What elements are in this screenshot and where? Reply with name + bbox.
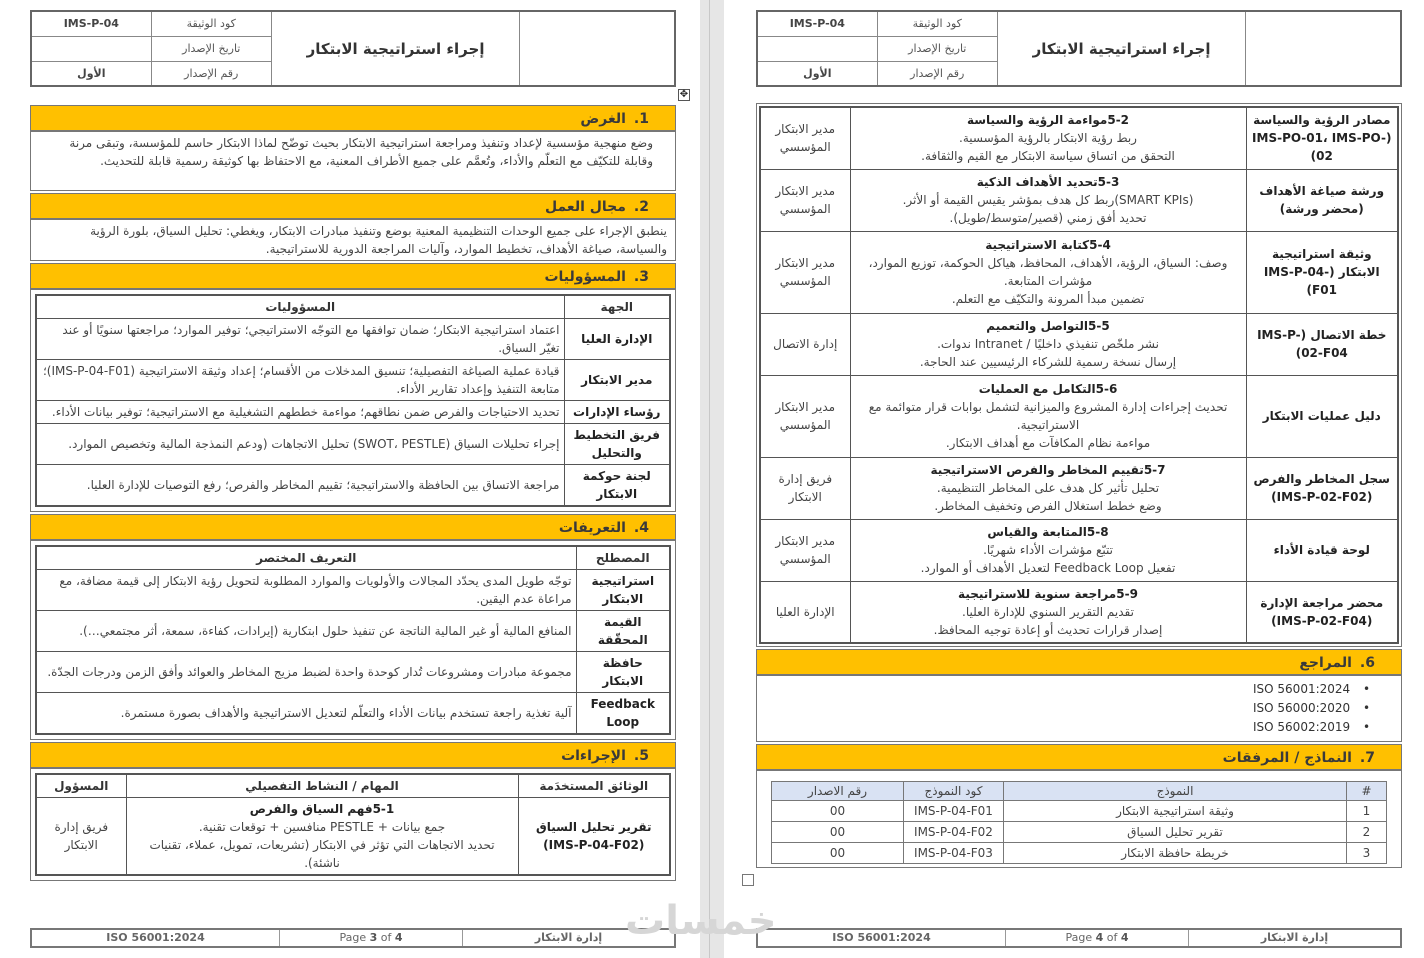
col-definition: التعريف المختصر <box>36 546 576 570</box>
table-row: وثيقة استراتيجية الابتكار (IMS-P-04-F01) 5-4كتابة الاستراتيجية وصف: السياق، الرؤية، الأهداف، المحافظ، هياكل الحوكمة، توزيع الموارد، مؤشرات المتابعة. تضمين مبدأ المرونة والتكيّف مع التعلم. مدير الابتكار المؤسسي <box>760 231 1398 313</box>
issue-date-label: تاريخ الإصدار <box>151 36 271 61</box>
table-row: 1 وثيقة استراتيجية الابتكار IMS-P-04-F01 00 <box>772 801 1387 822</box>
issue-no-value: الأول <box>31 61 151 86</box>
table-row: ورشة صياغة الأهداف (محضر ورشة) 5-3تحديد الأهداف الذكية (SMART KPIs)ربط كل هدف بمؤشر يقيس القيمة أو الأثر. تحديد أفق زمني (قصير/متوسط/طويل). مدير الابتكار المؤسسي <box>760 169 1398 231</box>
resize-handle-icon[interactable] <box>742 874 754 886</box>
logo-placeholder <box>520 11 675 86</box>
section-references-heading: 6.المراجع <box>756 649 1402 675</box>
page-footer: ISO 56001:2024 Page 3 of 4 إدارة الابتكار <box>30 928 676 948</box>
document-title: إجراء استراتيجية الابتكار <box>271 11 519 86</box>
table-move-handle-icon[interactable]: ✥ <box>679 89 689 100</box>
section-procedures-heading: 5.الإجراءات <box>30 742 676 768</box>
table-row: خطة الاتصال (IMS-P-02-F04) 5-5التواصل والتعميم نشر ملخّص تنفيذي داخليًا / Intranet ندوات. إرسال نسخة رسمية للشركاء الرئيسيين عند الحاجة. إدارة الاتصال <box>760 313 1398 375</box>
table-row: لجنة حوكمة الابتكار مراجعة الاتساق بين الحافظة والاستراتيجية؛ تقييم المخاطر والفرص؛ رفع التوصيات للإدارة العليا. <box>36 465 670 507</box>
responsibilities-box <box>30 289 676 512</box>
col-tasks: المهام / النشاط التفصيلي <box>126 774 518 798</box>
section-definitions-heading: 4.التعريفات <box>30 514 676 540</box>
logo-placeholder <box>1246 11 1401 86</box>
document-header <box>756 10 1402 87</box>
table-row: الإدارة العليا اعتماد استراتيجية الابتكار؛ ضمان توافقها مع التوجّه الاستراتيجي؛ توفير الموارد؛ مراجعتها سنويًا أو عند تغيّر السياق. <box>36 319 670 360</box>
doc-code-label: كود الوثيقة <box>151 11 271 36</box>
issue-date-value <box>757 36 877 61</box>
doc-code-value: IMS-P-04 <box>757 11 877 36</box>
page-3-body <box>30 103 676 881</box>
section-purpose-heading: 1.الغرض <box>30 105 676 131</box>
doc-code-value: IMS-P-04 <box>31 11 151 36</box>
table-row: دليل عمليات الابتكار 5-6التكامل مع العمليات تحديث إجراءات إدارة المشروع والميزانية لتشمل بوابات قرار متوائمة مع الاستراتيجية. مواءمة نظام المكافآت مع أهداف الابتكار. مدير الابتكار المؤسسي <box>760 375 1398 457</box>
table-row: تقرير تحليل السياق (IMS-P-04-F02) 5-1فهم السياق والفرص جمع بيانات + PESTLE منافسين + توقعات تقنية. تحديد الاتجاهات التي تؤثر في الابتكار (تشريعات، تمويل، عملاء، تقنيات ناشئة). فريق إدارة الابتكار <box>36 798 670 876</box>
watermark-logo: خمسات <box>625 898 777 944</box>
col-docs: الوثائق المستخدَمة <box>518 774 670 798</box>
list-item: ISO 56001:2024 • <box>757 680 1401 699</box>
page-4-body <box>756 103 1402 868</box>
page-separator <box>709 0 710 958</box>
page-number: Page 4 of 4 <box>1005 930 1188 946</box>
document-header <box>30 10 676 87</box>
document-title: إجراء استراتيجية الابتكار <box>997 11 1245 86</box>
page-number: Page 3 of 4 <box>279 930 462 946</box>
procedures-box <box>30 768 676 881</box>
table-row: القيمة المحقّقة المنافع المالية أو غير المالية الناتجة عن تنفيذ حلول ابتكارية (إيرادات، كفاءة، سمعة، أثر مجتمعي…). <box>36 611 670 652</box>
section-forms-heading: 7.النماذج / المرفقات <box>756 744 1402 770</box>
procedures-table <box>35 773 671 876</box>
page-3 <box>0 0 700 958</box>
table-row: Feedback Loop آلية تغذية راجعة تستخدم بيانات الأداء والتعلّم لتعديل الاستراتيجية والأهداف بصورة مستمرة. <box>36 693 670 735</box>
issue-no-label: رقم الإصدار <box>877 61 997 86</box>
issue-no-label: رقم الإصدار <box>151 61 271 86</box>
steps-table <box>759 106 1399 644</box>
table-row: استراتيجية الابتكار توجّه طويل المدى يحدّد المجالات والأولويات والموارد المطلوبة لتحويل رؤية الابتكار إلى قيمة مضافة، مع مراعاة عدم اليقين. <box>36 570 670 611</box>
definitions-table <box>35 545 671 735</box>
table-row: 3 خريطة حافظة الابتكار IMS-P-04-F03 00 <box>772 843 1387 864</box>
page-footer: ISO 56001:2024 Page 4 of 4 إدارة الابتكار <box>756 928 1402 948</box>
table-row: سجل المخاطر والفرص (IMS-P-02-F02) 5-7تقييم المخاطر والفرص الاستراتيجية تحليل تأثير كل هدف على المخاطر التنظيمية. وضع خطط استغلال الفرص وتخفيف المخاطر. فريق إدارة الابتكار <box>760 457 1398 519</box>
table-row: رؤساء الإدارات تحديد الاحتياجات والفرص ضمن نطاقهم؛ مواءمة خططهم التشغيلية مع الاستراتيجية؛ توفير بيانات الأداء. <box>36 401 670 424</box>
table-row: مصادر الرؤية والسياسة (IMS-PO-01، IMS-PO-02) 5-2مواءمة الرؤية والسياسة ربط رؤية الابتكار بالرؤية المؤسسية. التحقق من اتساق سياسة الابتكار مع القيم والثقافة. مدير الابتكار المؤسسي <box>760 107 1398 169</box>
definitions-box <box>30 540 676 740</box>
table-row: فريق التخطيط والتحليل إجراء تحليلات السياق (SWOT، PESTLE) تحليل الاتجاهات (ودعم النمذجة المالية وتخصيص الموارد. <box>36 424 670 465</box>
steps-box <box>756 103 1402 647</box>
references-box <box>756 675 1402 742</box>
table-row: محضر مراجعة الإدارة (IMS-P-02-F04) 5-9مراجعة سنوية للاستراتيجية تقديم التقرير السنوي للإدارة العليا. إصدار قرارات تحديث أو إعادة توجيه المحافظ. الإدارة العليا <box>760 581 1398 643</box>
table-row: حافظة الابتكار مجموعة مبادرات ومشروعات تُدار كوحدة واحدة لضبط مزيج المخاطر والعوائد وأفق الزمن ودرجات الجدّة. <box>36 652 670 693</box>
scope-text: ينطبق الإجراء على جميع الوحدات التنظيمية المعنية بوضع وتنفيذ مبادرات الابتكار، ويغطي: تحليل السياق، بلورة الرؤية والسياسة، صياغة الأهداف، تخطيط الموارد، وآليات المراجعة الدورية للاستراتيجية. <box>30 219 676 261</box>
responsibilities-table <box>35 294 671 507</box>
col-party: الجهة <box>564 295 670 319</box>
doc-code-label: كود الوثيقة <box>877 11 997 36</box>
col-responsibilities: المسؤوليات <box>36 295 564 319</box>
col-term: المصطلح <box>576 546 670 570</box>
section-responsibilities-heading: 3.المسؤوليات <box>30 263 676 289</box>
list-item: ISO 56002:2019 • <box>757 718 1401 737</box>
table-row: لوحة قيادة الأداء 5-8المتابعة والقياس تتبّع مؤشرات الأداء شهريًا. تفعيل Feedback Loop لتعديل الأهداف أو الموارد. مدير الابتكار المؤسسي <box>760 519 1398 581</box>
references-list <box>757 676 1401 741</box>
issue-no-value: الأول <box>757 61 877 86</box>
forms-box <box>756 770 1402 868</box>
forms-table: # النموذج كود النموذج رقم الاصدار 1 وثيقة استراتيجية الابتكار IMS-P-04-F01 00 2 تقرير تحليل السياق IMS-P-04-F02 00 3 خريطة حافظة الابتكار IMS-P-04-F03 00 <box>771 781 1387 864</box>
table-row: مدير الابتكار قيادة عملية الصياغة التفصيلية؛ تنسيق المدخلات من الأقسام؛ إعداد وثيقة الاستراتيجية (IMS-P-04-F01)؛ متابعة التنفيذ وإعداد تقارير الأداء. <box>36 360 670 401</box>
issue-date-value <box>31 36 151 61</box>
section-scope-heading: 2.مجال العمل <box>30 193 676 219</box>
table-row: 2 تقرير تحليل السياق IMS-P-04-F02 00 <box>772 822 1387 843</box>
purpose-text: وضع منهجية مؤسسية لإعداد وتنفيذ ومراجعة استراتيجية الابتكار بحيث توضّح لماذا الابتكار حاسم للمؤسسة، وتبقى مرنة وقابلة للتكيّف مع التعلّم والأداء، وتُعمَّم على جميع الأطراف المعنية، مع الاحتفاظ بها كوثيقة رسمية قابلة للتحديث. <box>30 131 676 191</box>
page-4 <box>724 0 1424 958</box>
col-owner: المسؤول <box>36 774 126 798</box>
issue-date-label: تاريخ الإصدار <box>877 36 997 61</box>
list-item: ISO 56000:2020 • <box>757 699 1401 718</box>
